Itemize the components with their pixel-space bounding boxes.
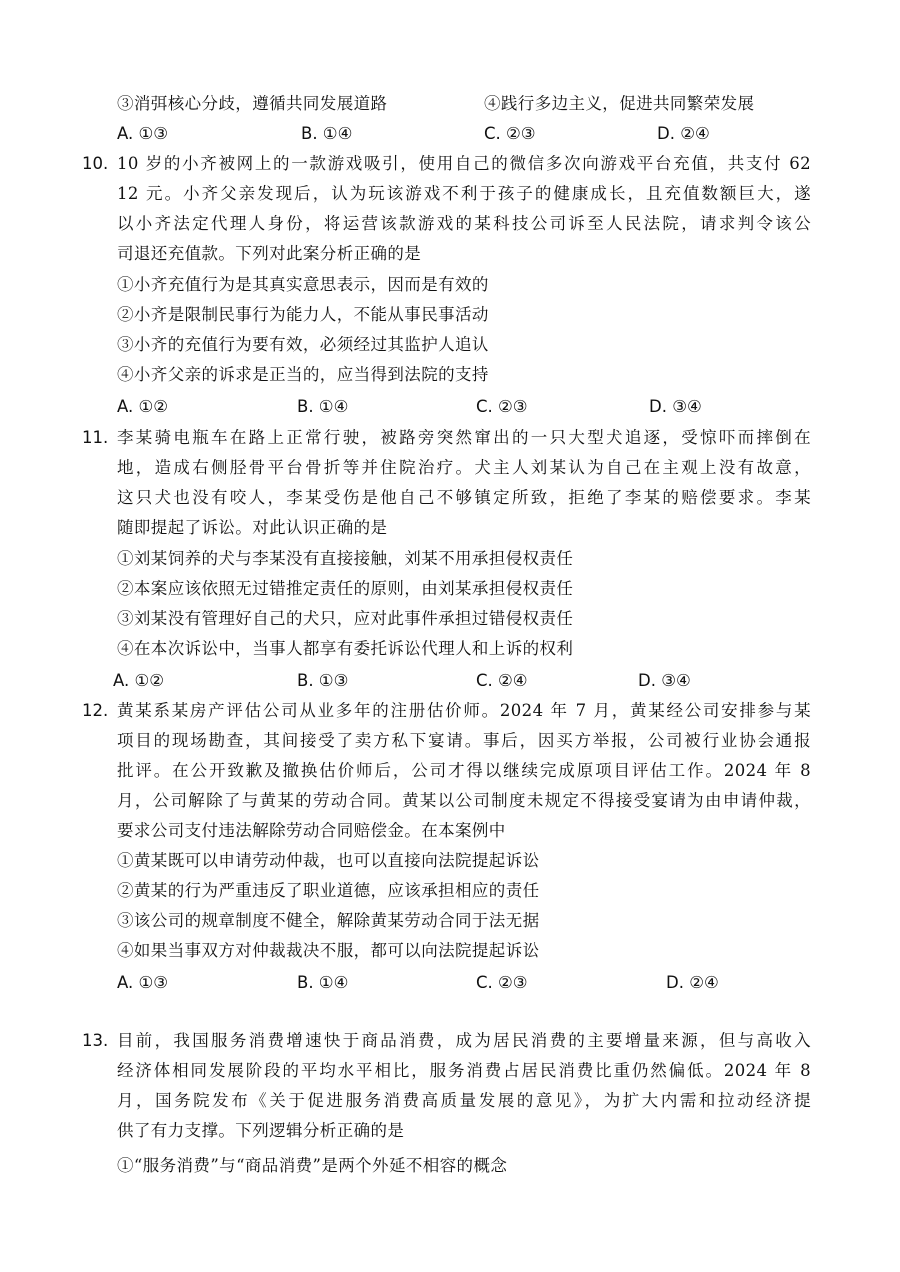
question-number-11: 11. xyxy=(82,428,109,447)
prev-item-4: ④践行多边主义，促进共同繁荣发展 xyxy=(484,94,755,113)
q10-stem-line-3: 以小齐法定代理人身份，将运营该款游戏的某科技公司诉至人民法院，请求判令该公 xyxy=(117,214,811,233)
q11-option-c: C. ②④ xyxy=(476,671,528,690)
q11-item-3: ③刘某没有管理好自己的犬只，应对此事件承担过错侵权责任 xyxy=(117,609,574,628)
q13-stem-line-3: 月，国务院发布《关于促进服务消费高质量发展的意见》，为扩大内需和拉动经济提 xyxy=(117,1091,811,1110)
question-number-13: 13. xyxy=(82,1031,109,1050)
prev-option-c: C. ②③ xyxy=(484,124,536,143)
q12-option-a: A. ①③ xyxy=(117,973,169,992)
q10-option-d: D. ③④ xyxy=(649,397,702,416)
q13-stem-line-2: 经济体相同发展阶段的平均水平相比，服务消费占居民消费比重仍然偏低。2024 年 8 xyxy=(117,1061,811,1080)
q13-item-1: ①“服务消费”与“商品消费”是两个外延不相容的概念 xyxy=(117,1156,508,1175)
q12-option-b: B. ①④ xyxy=(297,973,349,992)
q11-item-2: ②本案应该依照无过错推定责任的原则，由刘某承担侵权责任 xyxy=(117,579,574,598)
q12-item-2: ②黄某的行为严重违反了职业道德，应该承担相应的责任 xyxy=(117,881,540,900)
q10-stem-line-4: 司退还充值款。下列对此案分析正确的是 xyxy=(117,244,422,263)
q12-item-4: ④如果当事双方对仲裁裁决不服，都可以向法院提起诉讼 xyxy=(117,941,540,960)
q12-option-c: C. ②③ xyxy=(476,973,528,992)
q12-option-d: D. ②④ xyxy=(666,973,719,992)
q12-stem-line-3: 批评。在公开致歉及撤换估价师后，公司才得以继续完成原项目评估工作。2024 年 8 xyxy=(117,761,811,780)
q12-stem-line-2: 项目的现场勘查，其间接受了卖方私下宴请。事后，因买方举报，公司被行业协会通报 xyxy=(117,731,811,750)
q10-item-4: ④小齐父亲的诉求是正当的，应当得到法院的支持 xyxy=(117,365,489,384)
q12-stem-line-4: 月，公司解除了与黄某的劳动合同。黄某以公司制度未规定不得接受宴请为由申请仲裁， xyxy=(117,791,811,810)
q11-option-b: B. ①③ xyxy=(297,671,349,690)
q10-item-2: ②小齐是限制民事行为能力人，不能从事民事活动 xyxy=(117,305,489,324)
q12-stem-line-1: 黄某系某房产评估公司从业多年的注册估价师。2024 年 7 月，黄某经公司安排参与某 xyxy=(117,701,811,720)
prev-option-b: B. ①④ xyxy=(301,124,353,143)
q10-option-a: A. ①② xyxy=(117,397,169,416)
q11-stem-line-1: 李某骑电瓶车在路上正常行驶，被路旁突然窜出的一只大型犬追逐，受惊吓而摔倒在 xyxy=(117,428,811,447)
q10-stem-line-2: 12 元。小齐父亲发现后，认为玩该游戏不利于孩子的健康成长，且充值数额巨大，遂 xyxy=(117,184,811,203)
q12-item-3: ③该公司的规章制度不健全，解除黄某劳动合同于法无据 xyxy=(117,911,540,930)
q11-option-d: D. ③④ xyxy=(638,671,691,690)
q13-stem-line-1: 目前，我国服务消费增速快于商品消费，成为居民消费的主要增量来源，但与高收入 xyxy=(117,1031,811,1050)
q11-item-4: ④在本次诉讼中，当事人都享有委托诉讼代理人和上诉的权利 xyxy=(117,639,574,658)
question-number-12: 12. xyxy=(82,701,109,720)
q11-stem-line-4: 随即提起了诉讼。对此认识正确的是 xyxy=(117,518,388,537)
q13-stem-line-4: 供了有力支撑。下列逻辑分析正确的是 xyxy=(117,1121,405,1140)
q11-stem-line-3: 这只犬也没有咬人，李某受伤是他自己不够镇定所致，拒绝了李某的赔偿要求。李某 xyxy=(117,488,811,507)
q11-stem-line-2: 地，造成右侧胫骨平台骨折等并住院治疗。犬主人刘某认为自己在主观上没有故意， xyxy=(117,458,811,477)
q12-item-1: ①黄某既可以申请劳动仲裁，也可以直接向法院提起诉讼 xyxy=(117,851,540,870)
q11-option-a: A. ①② xyxy=(113,671,165,690)
q10-option-c: C. ②③ xyxy=(476,397,528,416)
prev-item-3: ③消弭核心分歧，遵循共同发展道路 xyxy=(117,94,388,113)
q11-item-1: ①刘某饲养的犬与李某没有直接接触，刘某不用承担侵权责任 xyxy=(117,549,574,568)
prev-option-a: A. ①③ xyxy=(117,124,169,143)
q12-stem-line-5: 要求公司支付违法解除劳动合同赔偿金。在本案例中 xyxy=(117,821,506,840)
q10-option-b: B. ①④ xyxy=(297,397,349,416)
prev-option-d: D. ②④ xyxy=(657,124,710,143)
q10-item-1: ①小齐充值行为是其真实意思表示，因而是有效的 xyxy=(117,275,489,294)
q10-stem-line-1: 10 岁的小齐被网上的一款游戏吸引，使用自己的微信多次向游戏平台充值，共支付 62 xyxy=(117,154,811,173)
question-number-10: 10. xyxy=(82,154,109,173)
q10-item-3: ③小齐的充值行为要有效，必须经过其监护人追认 xyxy=(117,335,489,354)
